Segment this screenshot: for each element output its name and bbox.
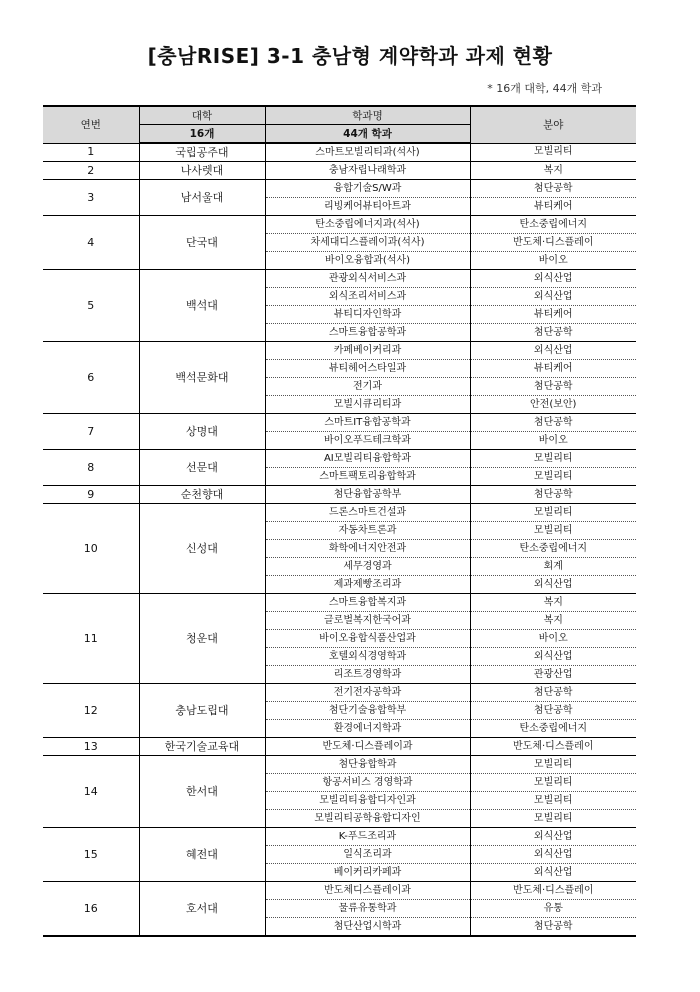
field-name: 외식산업 — [470, 828, 636, 846]
university-name: 나사렛대 — [139, 162, 265, 180]
row-number: 14 — [43, 756, 139, 828]
department-name: 충남자립나래학과 — [265, 162, 470, 180]
university-name: 한서대 — [139, 756, 265, 828]
field-name: 안전(보안) — [470, 396, 636, 414]
university-name: 순천향대 — [139, 486, 265, 504]
field-name: 유통 — [470, 900, 636, 918]
field-name: 첨단공학 — [470, 918, 636, 937]
department-name: 화학에너지안전과 — [265, 540, 470, 558]
department-name: 베이커리카페과 — [265, 864, 470, 882]
field-name: 외식산업 — [470, 846, 636, 864]
table-row — [43, 828, 636, 846]
row-number: 15 — [43, 828, 139, 882]
department-name: 스마트IT융합공학과 — [265, 414, 470, 432]
header-university: 대학 — [139, 106, 265, 125]
table-row — [43, 143, 636, 162]
department-name: 스마트모빌리티과(석사) — [265, 143, 470, 162]
table-row — [43, 450, 636, 468]
university-name: 한국기술교육대 — [139, 738, 265, 756]
department-name: 항공서비스 경영학과 — [265, 774, 470, 792]
university-name: 상명대 — [139, 414, 265, 450]
field-name: 모빌리티 — [470, 522, 636, 540]
table-row — [43, 756, 636, 774]
table-row — [43, 594, 636, 612]
university-name: 선문대 — [139, 450, 265, 486]
row-number: 3 — [43, 180, 139, 216]
row-number: 6 — [43, 342, 139, 414]
field-name: 복지 — [470, 162, 636, 180]
university-name: 호서대 — [139, 882, 265, 937]
table-row — [43, 684, 636, 702]
field-name: 뷰티케어 — [470, 360, 636, 378]
field-name: 반도체·디스플레이 — [470, 882, 636, 900]
department-name: 리빙케어뷰티아트과 — [265, 198, 470, 216]
field-name: 복지 — [470, 594, 636, 612]
table-row — [43, 738, 636, 756]
department-name: K-푸드조리과 — [265, 828, 470, 846]
department-name: 스마트팩토리융합학과 — [265, 468, 470, 486]
field-name: 외식산업 — [470, 270, 636, 288]
department-name: 글로벌복지한국어과 — [265, 612, 470, 630]
field-name: 모빌리티 — [470, 468, 636, 486]
field-name: 회계 — [470, 558, 636, 576]
table-row — [43, 882, 636, 900]
department-name: 스마트융합공학과 — [265, 324, 470, 342]
page-title: [충남RISE] 3-1 충남형 계약학과 과제 현황 — [147, 44, 553, 68]
field-name: 탄소중립에너지 — [470, 540, 636, 558]
field-name: 외식산업 — [470, 288, 636, 306]
field-name: 모빌리티 — [470, 810, 636, 828]
department-name: 첨단융합공학부 — [265, 486, 470, 504]
department-name: 관광외식서비스과 — [265, 270, 470, 288]
department-name: 일식조리과 — [265, 846, 470, 864]
field-name: 복지 — [470, 612, 636, 630]
field-name: 첨단공학 — [470, 702, 636, 720]
department-name: 외식조리서비스과 — [265, 288, 470, 306]
university-name: 충남도립대 — [139, 684, 265, 738]
department-name: 첨단산업시학과 — [265, 918, 470, 937]
header-field: 분야 — [470, 106, 636, 143]
header-university-count: 16개 — [139, 125, 265, 144]
department-name: 모빌시큐리티과 — [265, 396, 470, 414]
table-row — [43, 414, 636, 432]
department-name: 스마트융합복지과 — [265, 594, 470, 612]
department-name: 바이오융합식품산업과 — [265, 630, 470, 648]
field-name: 탄소중립에너지 — [470, 216, 636, 234]
university-name: 남서울대 — [139, 180, 265, 216]
department-name: 환경에너지학과 — [265, 720, 470, 738]
row-number: 4 — [43, 216, 139, 270]
row-number: 10 — [43, 504, 139, 594]
university-name: 청운대 — [139, 594, 265, 684]
field-name: 반도체·디스플레이 — [470, 234, 636, 252]
department-name: 탄소중립에너지과(석사) — [265, 216, 470, 234]
department-name: 전기전자공학과 — [265, 684, 470, 702]
row-number: 8 — [43, 450, 139, 486]
row-number: 5 — [43, 270, 139, 342]
table-row — [43, 216, 636, 234]
field-name: 모빌리티 — [470, 792, 636, 810]
field-name: 외식산업 — [470, 864, 636, 882]
table-row — [43, 270, 636, 288]
department-name: AI모빌리티융합학과 — [265, 450, 470, 468]
header-department-count: 44개 학과 — [265, 125, 470, 144]
field-name: 외식산업 — [470, 342, 636, 360]
department-name: 전기과 — [265, 378, 470, 396]
university-name: 백석문화대 — [139, 342, 265, 414]
department-name: 리조트경영학과 — [265, 666, 470, 684]
field-name: 바이오 — [470, 252, 636, 270]
department-name: 호텔외식경영학과 — [265, 648, 470, 666]
department-name: 드론스마트건설과 — [265, 504, 470, 522]
department-name: 반도체·디스플레이과 — [265, 738, 470, 756]
field-name: 모빌리티 — [470, 504, 636, 522]
row-number: 12 — [43, 684, 139, 738]
field-name: 뷰티케어 — [470, 198, 636, 216]
field-name: 첨단공학 — [470, 414, 636, 432]
department-name: 모빌리티융합디자인과 — [265, 792, 470, 810]
row-number: 11 — [43, 594, 139, 684]
row-number: 16 — [43, 882, 139, 937]
university-name: 신성대 — [139, 504, 265, 594]
department-name: 융합기술S/W과 — [265, 180, 470, 198]
university-name: 국립공주대 — [139, 143, 265, 162]
header-department: 학과명 — [265, 106, 470, 125]
field-name: 모빌리티 — [470, 143, 636, 162]
field-name: 모빌리티 — [470, 774, 636, 792]
field-name: 첨단공학 — [470, 378, 636, 396]
university-name: 백석대 — [139, 270, 265, 342]
department-name: 자동차트론과 — [265, 522, 470, 540]
department-name: 바이오푸드테크학과 — [265, 432, 470, 450]
table-row — [43, 342, 636, 360]
university-name: 혜전대 — [139, 828, 265, 882]
department-name: 제과제빵조리과 — [265, 576, 470, 594]
contract-department-table — [43, 105, 636, 937]
department-name: 물류유통학과 — [265, 900, 470, 918]
department-name: 첨단기술융합학부 — [265, 702, 470, 720]
department-name: 바이오융합과(석사) — [265, 252, 470, 270]
department-name: 차세대디스플레이과(석사) — [265, 234, 470, 252]
field-name: 바이오 — [470, 630, 636, 648]
table-row — [43, 504, 636, 522]
department-name: 뷰티헤어스타일과 — [265, 360, 470, 378]
field-name: 모빌리티 — [470, 756, 636, 774]
field-name: 뷰티케어 — [470, 306, 636, 324]
field-name: 외식산업 — [470, 648, 636, 666]
field-name: 탄소중립에너지 — [470, 720, 636, 738]
table-body — [43, 143, 636, 936]
table-row — [43, 486, 636, 504]
field-name: 첨단공학 — [470, 180, 636, 198]
field-name: 외식산업 — [470, 576, 636, 594]
department-name: 카페베이커리과 — [265, 342, 470, 360]
row-number: 2 — [43, 162, 139, 180]
row-number: 1 — [43, 143, 139, 162]
field-name: 첨단공학 — [470, 684, 636, 702]
department-name: 첨단융합학과 — [265, 756, 470, 774]
field-name: 관광산업 — [470, 666, 636, 684]
department-name: 모빌리티공학융합디자인 — [265, 810, 470, 828]
header-number: 연번 — [43, 106, 139, 143]
field-name: 바이오 — [470, 432, 636, 450]
field-name: 모빌리티 — [470, 450, 636, 468]
row-number: 13 — [43, 738, 139, 756]
row-number: 7 — [43, 414, 139, 450]
field-name: 첨단공학 — [470, 486, 636, 504]
row-number: 9 — [43, 486, 139, 504]
department-name: 세무경영과 — [265, 558, 470, 576]
field-name: 첨단공학 — [470, 324, 636, 342]
field-name: 반도체·디스플레이 — [470, 738, 636, 756]
university-name: 단국대 — [139, 216, 265, 270]
table-row — [43, 180, 636, 198]
summary-note: * 16개 대학, 44개 학과 — [487, 82, 602, 95]
table-row — [43, 162, 636, 180]
department-name: 뷰티디자인학과 — [265, 306, 470, 324]
department-name: 반도체디스플레이과 — [265, 882, 470, 900]
